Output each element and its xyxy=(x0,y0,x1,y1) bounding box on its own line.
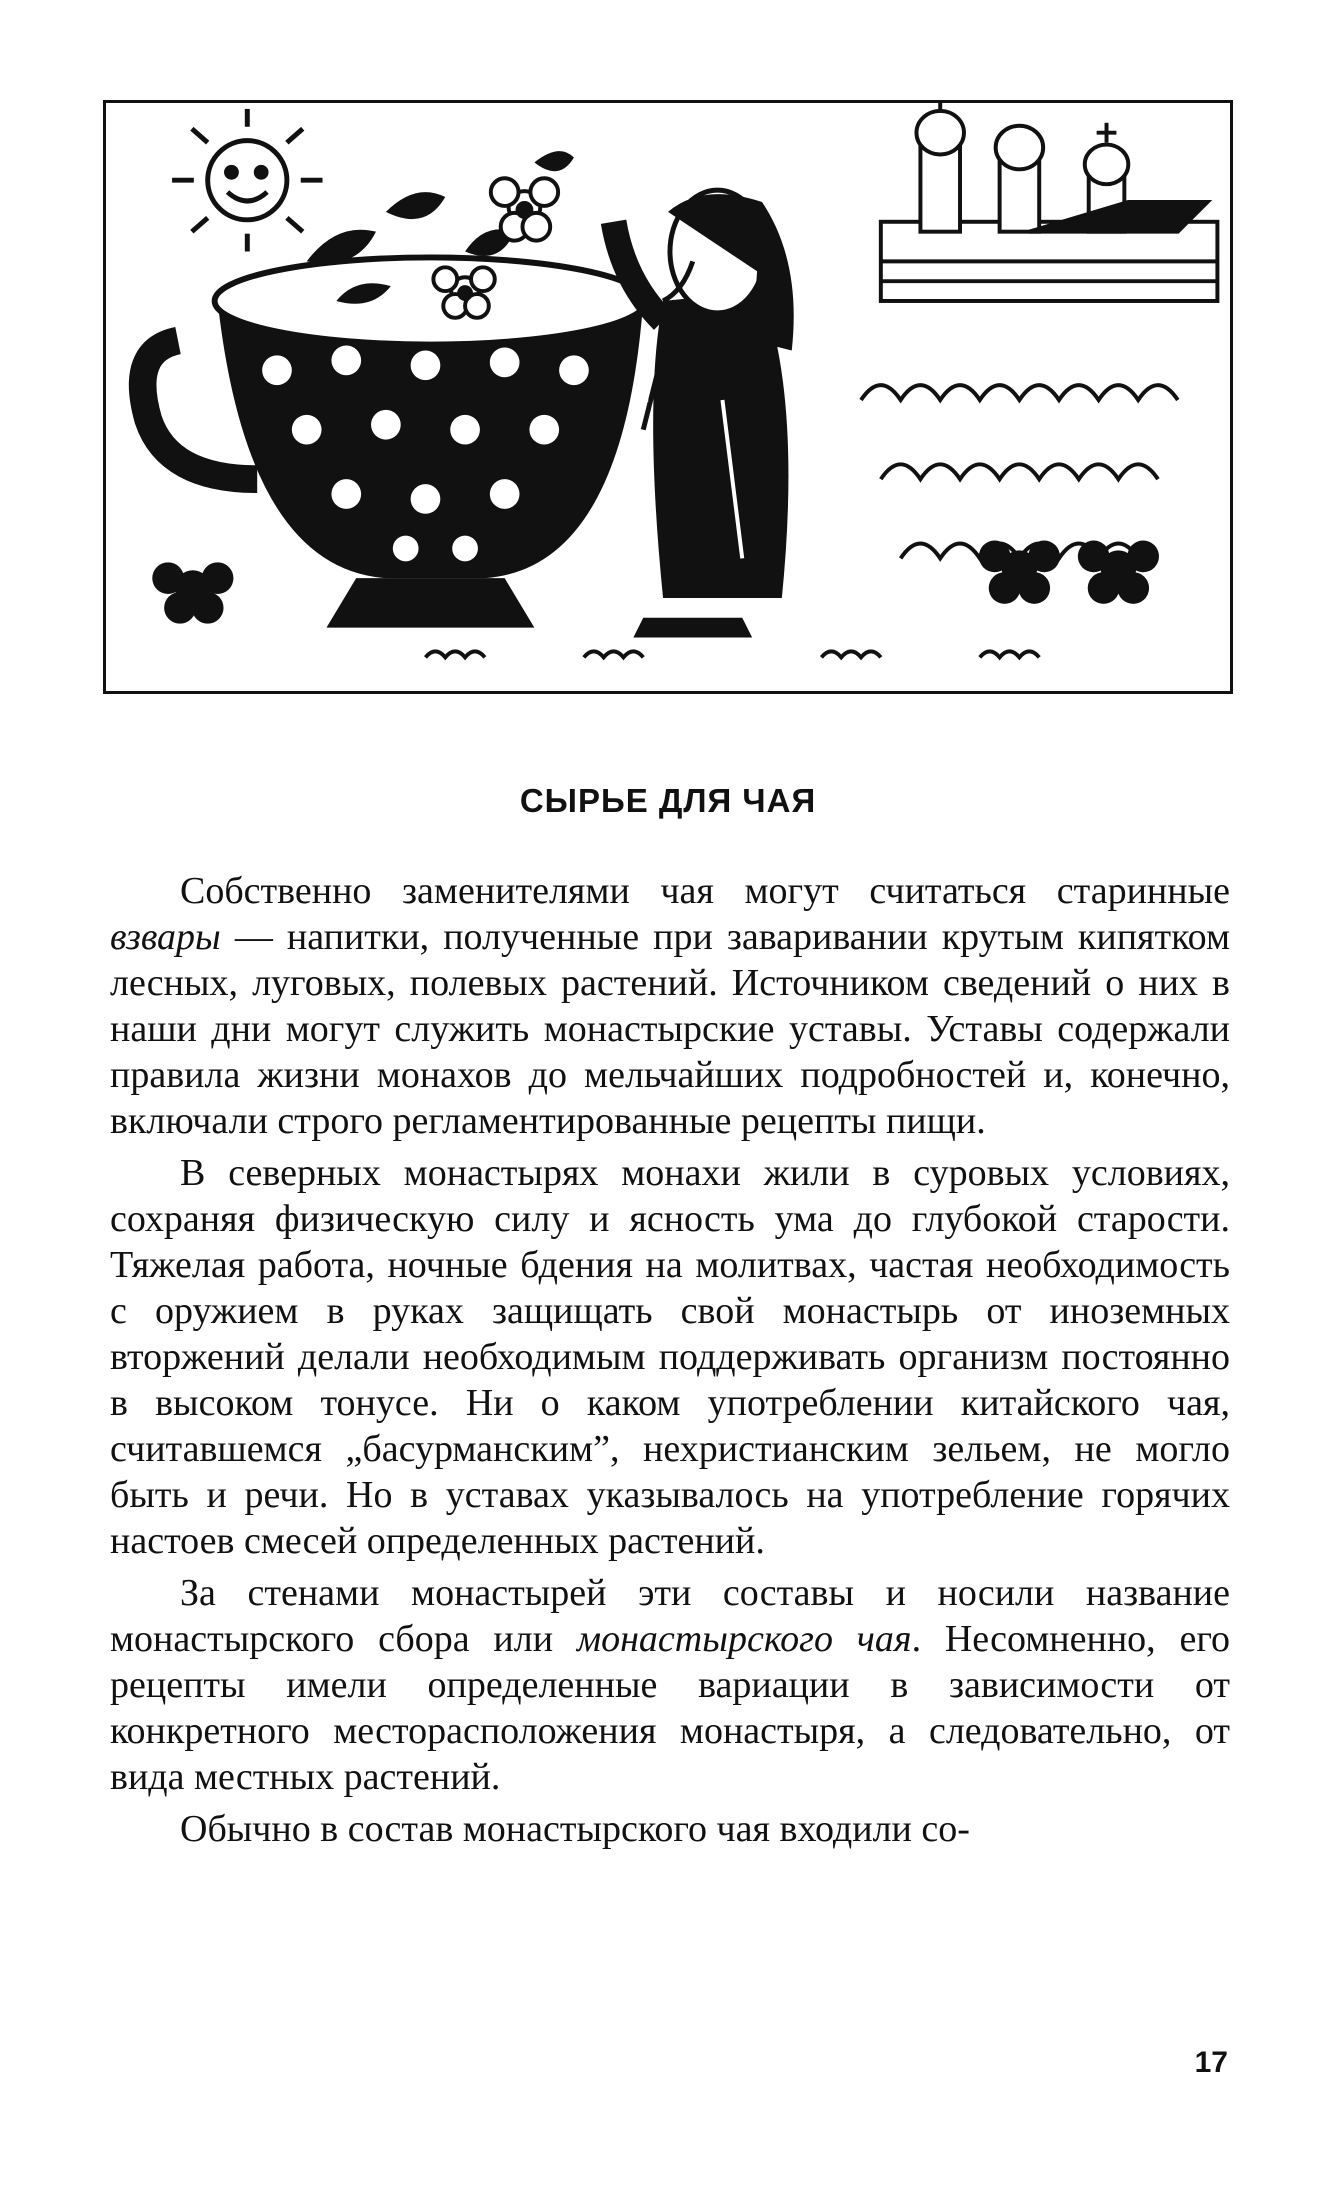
paragraph-text: Собственно заменителями чая могут считаться старинные xyxy=(180,870,1230,912)
paragraph-text: Обычно в состав монастырского чая входили со- xyxy=(180,1808,970,1850)
monk-icon xyxy=(614,190,794,637)
paragraph xyxy=(110,868,1230,1144)
section-heading: СЫРЬЕ ДЛЯ ЧАЯ xyxy=(519,782,817,819)
paragraph xyxy=(110,1570,1230,1800)
paragraph-text: — напитки, полученные при заваривании крутым кипятком лесных, луговых, полевых растений. Источником сведений о них в наши дни могут служить монастырские уставы. Уставы содержали правила жизни монахов до мельчайших подробностей и, конечно, включали строго регламентированные рецепты пищи. xyxy=(110,916,1230,1142)
illustration xyxy=(103,100,1233,694)
paragraph-text: . Несомненно, его рецепты имели определенные вариации в зависимости от конкретного месторасположения монастыря, а следовательно, от вида местных растений. xyxy=(110,1618,1230,1798)
paragraph-text: В северных монастырях монахи жили в суровых условиях, сохраняя физическую силу и ясность ума до глубокой старости. Тяжелая работа, ночные бдения на молитвах, частая необходимость с оружием в руках защищать свой монастырь от иноземных вторжений делали необходимым поддерживать организм постоянно в высоком тонусе. Ни о каком употреблении китайского чая, считавшемся „басурманским”, нехристианским зельем, не могло быть и речи. Но в уставах указывалось на употребление горячих настоев смесей определенных растений. xyxy=(110,1152,1230,1562)
page-number: 17 xyxy=(1194,2046,1228,2079)
paragraph-text: За стенами монастырей эти составы и носили название монастырского сбора или xyxy=(110,1572,1230,1660)
body-text xyxy=(110,868,1230,1858)
paragraph xyxy=(110,1806,1230,1852)
emphasis-term: монастырского чая xyxy=(576,1618,912,1660)
flower-icon xyxy=(152,541,1159,624)
emphasis-term: взвары xyxy=(110,916,221,958)
sun-icon xyxy=(172,109,322,252)
monastery-icon xyxy=(881,103,1218,301)
paragraph xyxy=(110,1150,1230,1564)
